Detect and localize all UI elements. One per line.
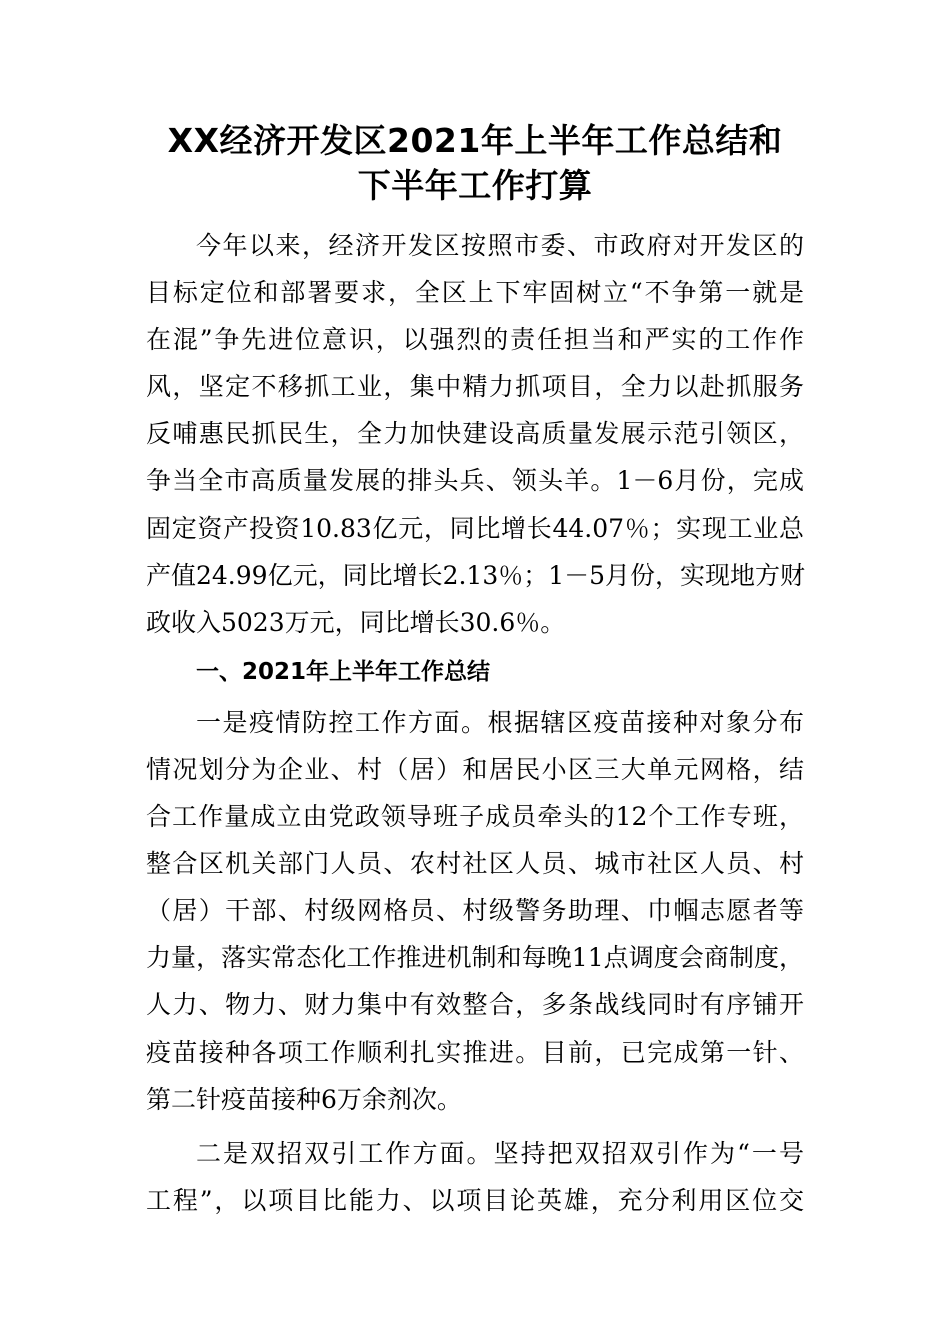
- document-title-line-1: XX经济开发区2021年上半年工作总结和: [167, 121, 783, 160]
- paragraph-line: 工程”，以项目比能力、以项目论英雄，充分利用区位交: [146, 1185, 804, 1215]
- paragraph-epidemic: [146, 699, 826, 1123]
- paragraph-investment: [146, 1130, 826, 1224]
- paragraph-line: 风，坚定不移抓工业，集中精力抓项目，全力以赴抓服务: [146, 372, 804, 402]
- paragraph-line: 一是疫情防控工作方面。根据辖区疫苗接种对象分布: [196, 707, 804, 737]
- paragraph-line: 目标定位和部署要求，全区上下牢固树立“不争第一就是: [146, 278, 804, 308]
- paragraph-line: 力量，落实常态化工作推进机制和每晚11点调度会商制度，: [146, 943, 804, 973]
- paragraph-line: 合工作量成立由党政领导班子成员牵头的12个工作专班，: [146, 802, 804, 832]
- paragraph-line: （居）干部、村级网格员、村级警务助理、巾帼志愿者等: [146, 896, 804, 926]
- paragraph-line: 政收入5023万元，同比增长30.6％。: [146, 607, 566, 637]
- section-heading: 一、2021年上半年工作总结: [196, 658, 491, 685]
- paragraph-line: 二是双招双引工作方面。坚持把双招双引作为“一号: [196, 1138, 804, 1168]
- document-body: [146, 222, 826, 1224]
- paragraph-line: 人力、物力、财力集中有效整合，多条战线同时有序铺开: [146, 990, 804, 1020]
- paragraph-intro: [146, 222, 826, 646]
- document-title-line-2: 下半年工作打算: [357, 166, 593, 205]
- paragraph-spacer: [146, 1123, 826, 1130]
- paragraph-line: 第二针疫苗接种6万余剂次。: [146, 1084, 462, 1114]
- paragraph-line: 整合区机关部门人员、农村社区人员、城市社区人员、村: [146, 849, 804, 879]
- paragraph-line: 在混”争先进位意识，以强烈的责任担当和严实的工作作: [146, 325, 804, 355]
- paragraph-line: 情况划分为企业、村（居）和居民小区三大单元网格，结: [146, 754, 804, 784]
- paragraph-line: 固定资产投资10.83亿元，同比增长44.07％；实现工业总: [146, 513, 804, 543]
- paragraph-line: 今年以来，经济开发区按照市委、市政府对开发区的: [196, 231, 804, 260]
- paragraph-line: 争当全市高质量发展的排头兵、领头羊。1－6月份，完成: [146, 466, 804, 496]
- paragraph-line: 反哺惠民抓民生，全力加快建设高质量发展示范引领区，: [146, 419, 804, 449]
- paragraph-line: 产值24.99亿元，同比增长2.13％；1－5月份，实现地方财: [146, 560, 806, 590]
- paragraph-line: 疫苗接种各项工作顺利扎实推进。目前，已完成第一针、: [146, 1037, 804, 1067]
